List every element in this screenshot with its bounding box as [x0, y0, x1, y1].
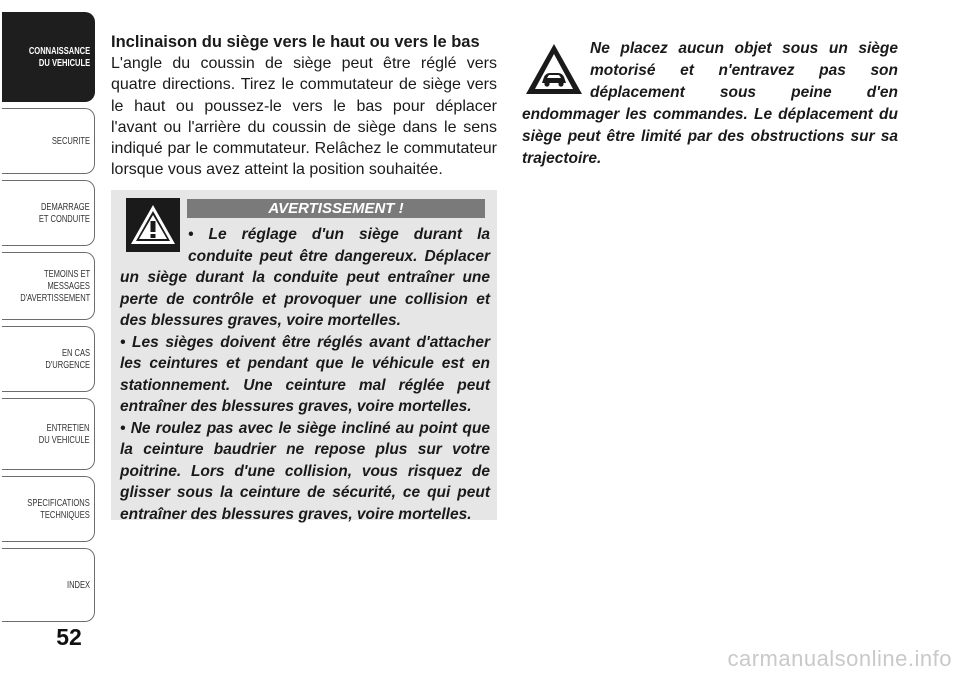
- chapter-sidebar: [0, 0, 100, 678]
- section-seat-tilt: [111, 32, 497, 181]
- tab-label-line: ENTRETIEN: [47, 422, 90, 434]
- tab-label-line: MESSAGES: [47, 280, 90, 292]
- tab-temoins-et-messages[interactable]: [2, 252, 95, 320]
- tab-label-line: SECURITE: [51, 135, 90, 147]
- vehicle-caution-icon: [522, 40, 586, 100]
- watermark-text: carmanualsonline.info: [727, 646, 952, 671]
- tab-label-line: TECHNIQUES: [40, 509, 90, 521]
- tab-index[interactable]: [2, 548, 95, 622]
- tab-label-line: DEMARRAGE: [41, 201, 90, 213]
- tab-label-line: CONNAISSANCE: [28, 45, 90, 57]
- tab-label-line: TEMOINS ET: [43, 268, 90, 280]
- tab-label-line: DU VEHICULE: [38, 57, 90, 69]
- tab-en-cas-d-urgence[interactable]: [2, 326, 95, 392]
- tab-label-line: INDEX: [66, 579, 90, 591]
- warning-box: [111, 190, 497, 523]
- tab-demarrage-et-conduite[interactable]: [2, 180, 95, 246]
- warning-item: • Les sièges doivent être réglés avant d'attacher les ceintures et pendant que le véhicule est en stationnement. Une ceinture mal réglée peut entraîner des blessures graves, voire mortelles.: [120, 333, 490, 415]
- warning-content: [120, 224, 490, 525]
- tab-label-line: ET CONDUITE: [38, 213, 90, 225]
- warning-item: • Le réglage d'un siège durant la conduite peut être dangereux. Déplacer un siège durant la conduite peut entraîner une perte de contrôle et provoquer une collision et des blessures graves, voire mortelles.: [120, 226, 490, 329]
- tab-connaissance-du-vehicule[interactable]: [2, 12, 95, 102]
- tab-label-line: D'URGENCE: [45, 359, 90, 371]
- section-heading: Inclinaison du siège vers le haut ou vers le bas: [111, 33, 480, 51]
- warning-header: AVERTISSEMENT !: [187, 199, 485, 218]
- tab-label-line: DU VEHICULE: [39, 434, 90, 446]
- tab-securite[interactable]: [2, 108, 95, 174]
- warning-item: • Ne roulez pas avec le siège incliné au point que la ceinture baudrier ne repose plus sur votre poitrine. Lors d'une collision, vous risquez de glisser sous la ceinture de sécurité, ce qui peut entraîner des blessures graves, voire mortelles.: [120, 419, 490, 523]
- tab-label-line: SPECIFICATIONS: [27, 497, 90, 509]
- tab-entretien-du-vehicule[interactable]: [2, 398, 95, 470]
- caution-note: [522, 38, 898, 170]
- tab-specifications-techniques[interactable]: [2, 476, 95, 542]
- tab-label-line: EN CAS: [61, 347, 90, 359]
- section-body: L'angle du coussin de siège peut être réglé vers quatre directions. Tirez le commutateur de siège vers le haut ou poussez-le vers le bas pour déplacer l'avant ou l'arrière du coussin de siège dans le sens indiqué par le commutateur. Relâchez le commutateur lorsque vous avez atteint la position souhaitée.: [111, 55, 497, 179]
- tab-label-line: D'AVERTISSEMENT: [19, 292, 90, 304]
- page-number: 52: [56, 624, 82, 650]
- caution-text: Ne placez aucun objet sous un siège motorisé et n'entravez pas son déplacement sous peine d'en endommager les commandes. Le déplacement du siège peut être limité par des obstructions sur sa trajectoire.: [522, 40, 898, 167]
